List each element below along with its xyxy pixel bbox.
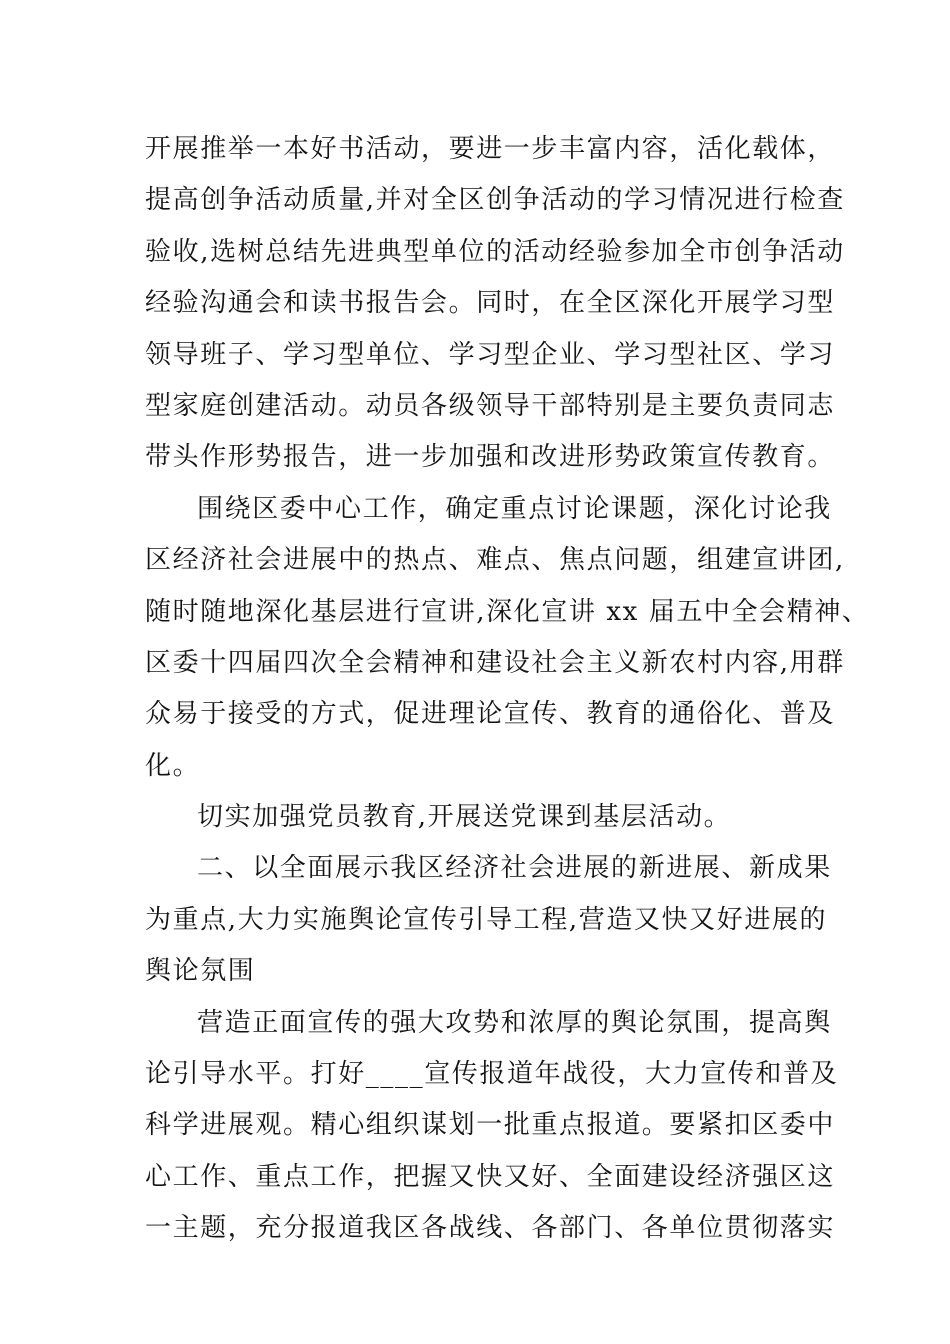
text-line-3: 验收,选树总结先进典型单位的活动经验参加全市创争活动 (145, 236, 845, 267)
text-line-15: 二、以全面展示我区经济社会进展的新进展、新成果 (197, 853, 832, 884)
text-line-6: 型家庭创建活动。动员各级领导干部特别是主要负责同志 (145, 390, 836, 421)
text-line-1: 开展推举一本好书活动，要进一步丰富内容，活化载体， (145, 134, 836, 164)
text-line-12: 众易于接受的方式，促进理论宣传、教育的通俗化、普及 (145, 699, 836, 730)
text-line-21: 心工作、重点工作，把握又快又好、全面建设经济强区这 (145, 1161, 836, 1192)
text-line-4: 经验沟通会和读书报告会。同时，在全区深化开展学习型 (145, 288, 836, 319)
text-line-7: 带头作形势报告，进一步加强和改进形势政策宣传教育。 (145, 442, 836, 473)
text-line-10: 随时随地深化基层进行宣讲,深化宣讲 xx 届五中全会精神、 (145, 596, 870, 627)
text-line-2: 提高创争活动质量,并对全区创争活动的学习情况进行检查 (145, 185, 845, 216)
text-line-19: 论引导水平。打好____宣传报道年战役，大力宣传和普及 (145, 1059, 839, 1090)
text-line-5: 领导班子、学习型单位、学习型企业、学习型社区、学习 (145, 339, 836, 370)
text-line-16: 为重点,大力实施舆论宣传引导工程,营造又快又好进展的 (145, 904, 828, 935)
text-line-14: 切实加强党员教育,开展送党课到基层活动。 (197, 802, 732, 833)
text-line-9: 区经济社会进展中的热点、难点、焦点问题，组建宣讲团, (145, 545, 845, 576)
text-line-13: 化。 (145, 750, 201, 781)
text-line-20: 科学进展观。精心组织谋划一批重点报道。要紧扣区委中 (145, 1110, 836, 1141)
text-line-11: 区委十四届四次全会精神和建设社会主义新农村内容,用群 (145, 647, 845, 678)
text-line-8: 围绕区委中心工作，确定重点讨论课题，深化讨论我 (197, 493, 832, 524)
text-line-18: 营造正面宣传的强大攻势和浓厚的舆论氛围，提高舆 (197, 1007, 832, 1038)
body-text (145, 124, 870, 1255)
text-line-17: 舆论氛围 (145, 956, 256, 987)
text-line-22: 一主题，充分报道我区各战线、各部门、各单位贯彻落实 (145, 1213, 836, 1244)
